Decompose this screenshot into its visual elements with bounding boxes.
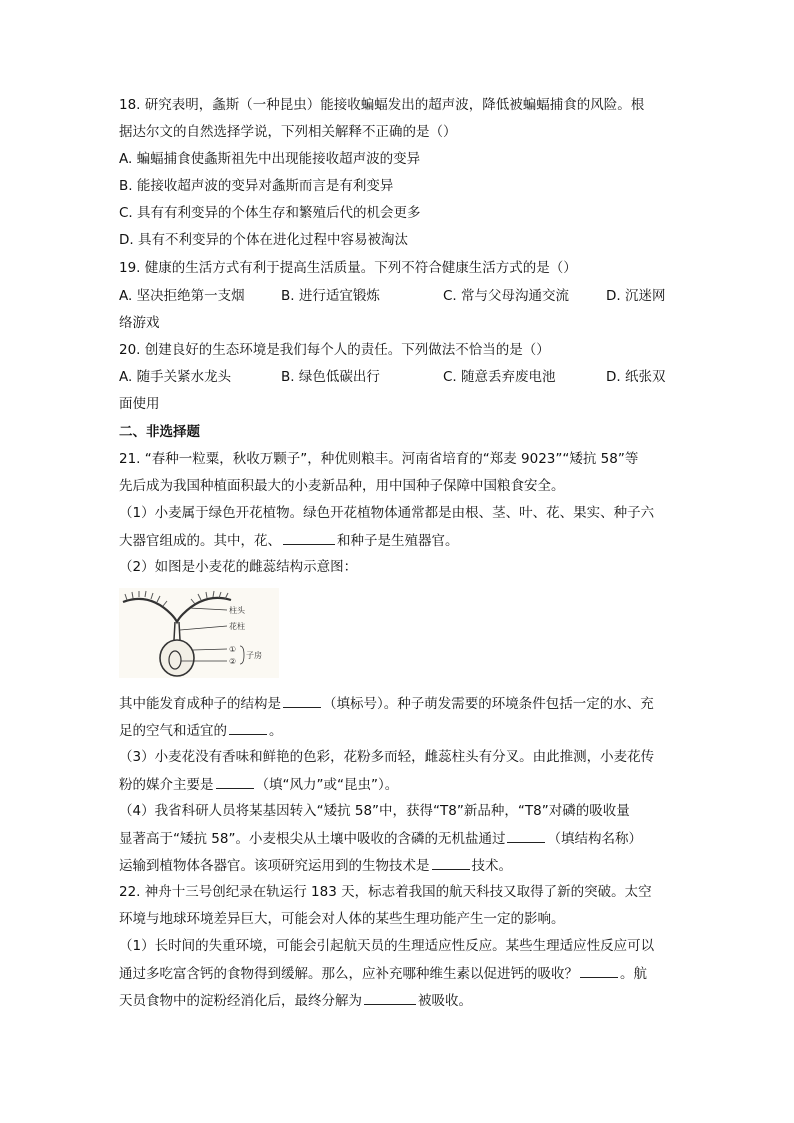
section-title: 二、非选择题 [119, 424, 200, 440]
text-segment: 运输到植物体各器官。该项研究运用到的生物技术是 [119, 858, 430, 874]
q21-part4-line2 [119, 828, 642, 849]
answer-blank[interactable] [364, 990, 416, 1005]
text-segment: 通过多吃富含钙的食物得到缓解。那么，应补充哪种维生素以促进钙的吸收？ [119, 966, 578, 982]
answer-blank[interactable] [283, 693, 321, 708]
text-segment: （填结构名称） [547, 831, 642, 847]
answer-blank[interactable] [580, 963, 618, 978]
q20-stem: 20. 创建良好的生态环境是我们每个人的责任。下列做法不恰当的是（） [119, 342, 550, 358]
q21-part2-after-line1 [119, 693, 654, 714]
q22-intro-line2: 环境与地球环境差异巨大，可能会对人体的某些生理功能产生一定的影响。 [119, 911, 565, 927]
q19-stem: 19. 健康的生活方式有利于提高生活质量。下列不符合健康生活方式的是（） [119, 260, 577, 276]
q18-option-b: B. 能接收超声波的变异对螽斯而言是有利变异 [119, 178, 394, 194]
label-1: ① [229, 645, 237, 654]
q19-option-b: B. 进行适宜锻炼 [281, 288, 380, 304]
q20-option-d-continued: 面使用 [119, 396, 160, 412]
q19-option-d: D. 沉迷网 [606, 288, 666, 304]
answer-blank[interactable] [229, 720, 267, 735]
answer-blank[interactable] [432, 855, 470, 870]
q21-part3-line2 [119, 774, 398, 795]
text-segment: 显著高于“矮抗 58”。小麦根尖从土壤中吸收的含磷的无机盐通过 [119, 831, 506, 847]
q22-part1-line1: （1）长时间的失重环境，可能会引起航天员的生理适应性反应。某些生理适应性反应可以 [119, 938, 655, 954]
label-2: ② [229, 657, 237, 666]
label-stigma: 柱头 [229, 606, 245, 615]
q18-stem-line1: 18. 研究表明，螽斯（一种昆虫）能接收蝙蝠发出的超声波，降低被蝙蝠捕食的风险。根 [119, 97, 645, 113]
q21-part2: （2）如图是小麦花的雌蕊结构示意图： [119, 559, 358, 575]
answer-blank[interactable] [216, 774, 254, 789]
q21-part4-line3 [119, 855, 512, 876]
pistil-diagram [119, 588, 279, 678]
text-segment: 。航 [620, 966, 647, 982]
q18-option-d: D. 具有不利变异的个体在进化过程中容易被淘汰 [119, 232, 408, 248]
q22-part1-line3 [119, 990, 472, 1011]
q21-part3-line1: （3）小麦花没有香味和鲜艳的色彩，花粉多而轻，雌蕊柱头有分叉。由此推测，小麦花传 [119, 749, 655, 765]
text-segment: 天员食物中的淀粉经消化后，最终分解为 [119, 993, 362, 1009]
answer-blank[interactable] [283, 530, 335, 545]
q21-intro-line2: 先后成为我国种植面积最大的小麦新品种，用中国种子保障中国粮食安全。 [119, 478, 565, 494]
q18-option-c: C. 具有有利变异的个体生存和繁殖后代的机会更多 [119, 205, 421, 221]
q19-option-a: A. 坚决拒绝第一支烟 [119, 288, 245, 304]
q18-stem-line2: 据达尔文的自然选择学说，下列相关解释不正确的是（） [119, 124, 457, 140]
q21-part2-after-line2 [119, 720, 283, 741]
text-segment: 被吸收。 [418, 993, 472, 1009]
q20-option-c: C. 随意丢弃废电池 [443, 369, 556, 385]
q21-intro-line1: 21. “春种一粒粟，秋收万颗子”，种优则粮丰。河南省培育的“郑麦 9023”“矮抗 58”等 [119, 451, 639, 467]
q20-option-a: A. 随手关紧水龙头 [119, 369, 232, 385]
label-style: 花柱 [229, 622, 245, 631]
q20-option-b: B. 绿色低碳出行 [281, 369, 380, 385]
ovary-shape [160, 640, 194, 676]
q19-option-d-continued: 络游戏 [119, 315, 160, 331]
label-ovary: 子房 [246, 651, 262, 660]
q22-part1-line2 [119, 963, 647, 984]
q22-intro-line1: 22. 神舟十三号创纪录在轨运行 183 天，标志着我国的航天科技又取得了新的突破。太空 [119, 884, 652, 900]
q20-option-d: D. 纸张双 [606, 369, 666, 385]
q21-part1-line1: （1）小麦属于绿色开花植物。绿色开花植物体通常都是由根、茎、叶、花、果实、种子六 [119, 505, 655, 521]
q19-option-c: C. 常与父母沟通交流 [443, 288, 570, 304]
text-segment: 足的空气和适宜的 [119, 723, 227, 739]
q18-option-a: A. 蝙蝠捕食使螽斯祖先中出现能接收超声波的变异 [119, 151, 421, 167]
text-segment: 。 [269, 723, 283, 739]
answer-blank[interactable] [507, 828, 545, 843]
text-segment: 其中能发育成种子的结构是 [119, 696, 281, 712]
text-segment: 技术。 [471, 858, 512, 874]
text-segment: （填标号）。种子萌发需要的环境条件包括一定的水、充 [323, 696, 654, 712]
text-segment: 和种子是生殖器官。 [337, 533, 459, 549]
text-segment: 大器官组成的。其中，花、 [119, 533, 281, 549]
q21-part4-line1: （4）我省科研人员将某基因转入“矮抗 58”中，获得“T8”新品种，“T8”对磷的吸收量 [119, 803, 630, 819]
q21-part1-line2 [119, 530, 459, 551]
text-segment: 粉的媒介主要是 [119, 777, 214, 793]
text-segment: （填“风力”或“昆虫”）。 [255, 777, 399, 793]
